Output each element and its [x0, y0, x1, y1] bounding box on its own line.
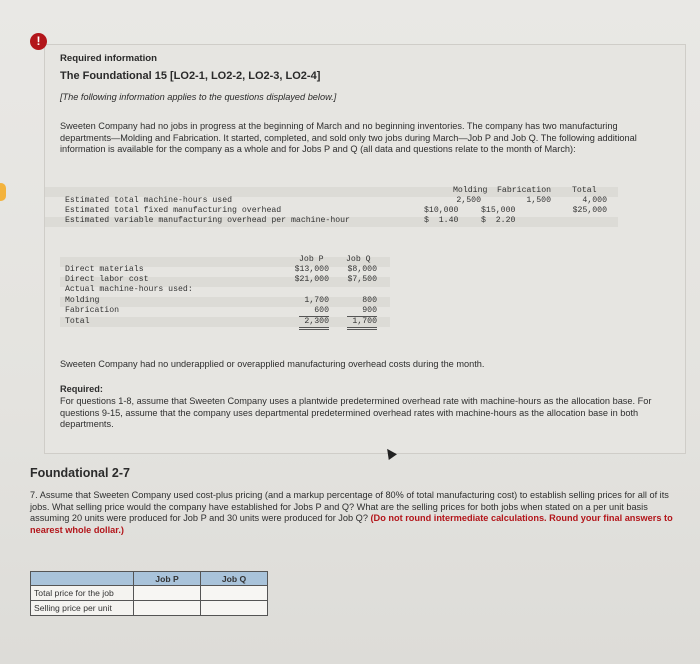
cell: $7,500 [347, 275, 377, 284]
alert-icon: ! [30, 33, 47, 50]
question-text [30, 490, 680, 536]
cell: 4,000 [582, 196, 607, 205]
intro-paragraph: Sweeten Company had no jobs in progress at the beginning of March and no beginning inventories. The company has two manufacturing departments—Molding and Fabrication. It started, completed, and sold only two jobs during March—Job P and Job Q. The following additional information is available for the company as a whole and for Jobs P and Q (all data and questions relate to the month of March): [60, 121, 637, 155]
total-price-job-q-input[interactable] [201, 586, 268, 601]
row-label: Molding [65, 296, 100, 305]
cell: $13,000 [294, 265, 329, 274]
required-info-title: Required information [60, 53, 158, 64]
answer-table [30, 571, 268, 616]
cell: 600 [299, 306, 329, 317]
answer-col-job-p: Job P [134, 572, 201, 586]
required-text: For questions 1-8, assume that Sweeten Company uses a plantwide predetermined overhead rate with machine-hours as the allocation base. For questions 9-15, assume that the company uses departmental predetermined overhead rates with machine-hours as the allocation base in both departments. [60, 396, 652, 430]
row-label: Estimated total fixed manufacturing overhead [65, 206, 282, 215]
unit-price-job-p-input[interactable] [134, 601, 201, 616]
cell: 800 [362, 296, 377, 305]
row-label: Direct labor cost [65, 275, 149, 284]
cell: $8,000 [347, 265, 377, 274]
cell: 1,700 [304, 296, 329, 305]
info-note: [The following information applies to the questions displayed below.] [60, 92, 337, 102]
col-total: Total [572, 186, 597, 195]
col-job-p: Job P [299, 255, 324, 264]
unit-price-job-q-input[interactable] [201, 601, 268, 616]
cell: 1,700 [347, 317, 377, 330]
left-edge-marker [0, 183, 6, 201]
col-fabrication: Fabrication [497, 186, 552, 195]
row-label: Actual machine-hours used: [65, 285, 193, 294]
cell: 1,500 [526, 196, 551, 205]
foundational-15-title: The Foundational 15 [LO2-1, LO2-2, LO2-3, LO2-4] [60, 70, 321, 82]
answer-row-label: Selling price per unit [31, 601, 134, 616]
cell: $10,000 [424, 206, 459, 215]
cell: $ 2.20 [481, 216, 516, 225]
required-label: Required: [60, 384, 103, 394]
answer-header-blank [31, 572, 134, 586]
cell: $ 1.40 [424, 216, 459, 225]
question-instruction: (Do not round intermediate calculations. Round your final answers to nearest whole dollar.) [30, 513, 673, 535]
section-title: Foundational 2-7 [30, 466, 130, 480]
no-under-over-text: Sweeten Company had no underapplied or overapplied manufacturing overhead costs during the month. [60, 359, 485, 369]
row-label: Total [65, 317, 90, 326]
row-label: Estimated total machine-hours used [65, 196, 233, 205]
cell: 2,300 [299, 317, 329, 330]
answer-row-label: Total price for the job [31, 586, 134, 601]
cell: 2,500 [456, 196, 481, 205]
cell: $25,000 [572, 206, 607, 215]
cell: 900 [347, 306, 377, 317]
cell: $15,000 [481, 206, 516, 215]
total-price-job-p-input[interactable] [134, 586, 201, 601]
cell: $21,000 [294, 275, 329, 284]
row-label: Fabrication [65, 306, 120, 315]
question-body: 7. Assume that Sweeten Company used cost-plus pricing (and a markup percentage of 80% of total manufacturing cost) to establish selling prices for all of its jobs. What selling price would the company have established for Jobs P and Q? What are the selling prices for both jobs when stated on a per unit basis assuming 20 units were produced for Job P and 30 units were produced for Job Q? [30, 490, 669, 524]
answer-col-job-q: Job Q [201, 572, 268, 586]
row-label: Direct materials [65, 265, 144, 274]
col-job-q: Job Q [346, 255, 371, 264]
row-label: Estimated variable manufacturing overhead per machine-hour [65, 216, 350, 225]
col-molding: Molding [453, 186, 488, 195]
required-information-panel [44, 44, 686, 454]
